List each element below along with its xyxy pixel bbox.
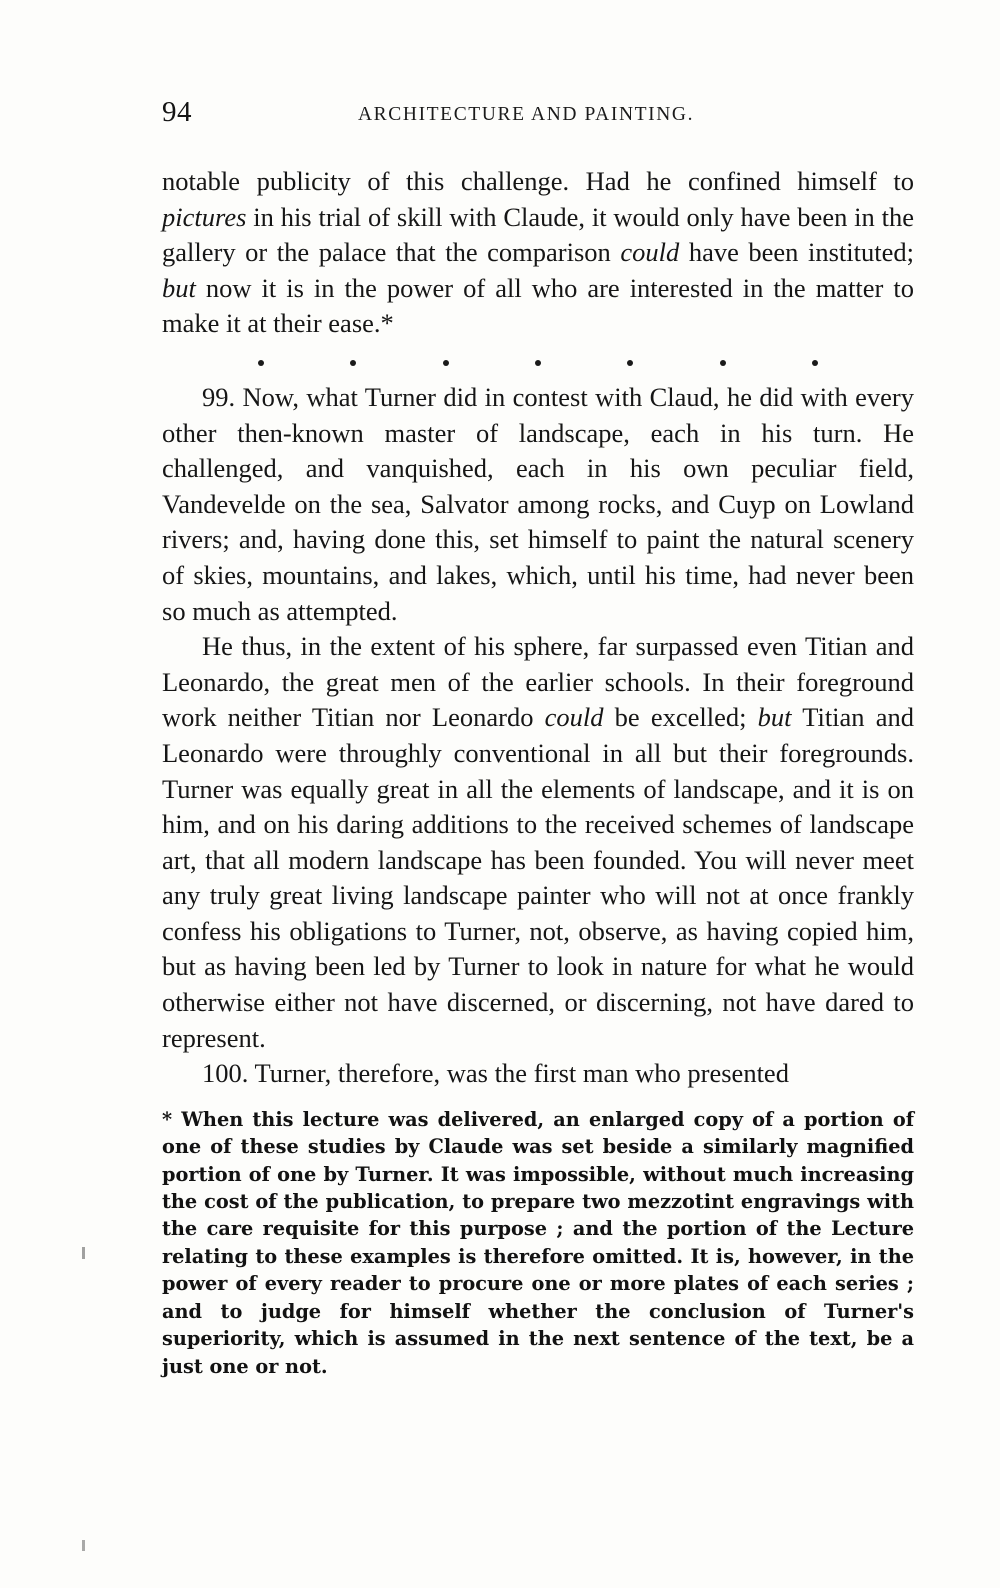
page-content <box>162 96 914 1380</box>
break-dot <box>258 360 264 366</box>
footnote <box>162 1106 914 1380</box>
paragraph-1: notable publicity of this challenge. Had he confined himself to pictures in his trial of skill with Claude, it would only have been in the gallery or the palace that the comparison could have been instituted; but now it is in the power of all who are interested in the matter to make it at their ease.* <box>162 166 914 339</box>
running-head <box>162 96 914 142</box>
margin-speck <box>82 1540 85 1551</box>
body-text <box>162 164 914 1092</box>
break-dot <box>443 360 449 366</box>
footnote-marker: * <box>162 1107 173 1131</box>
paragraph-3: He thus, in the extent of his sphere, far surpassed even Titian and Leonardo, the great men of the earlier schools. In their foreground work neither Titian nor Leonardo could be excelled; but Titian and Leonardo were throughly conventional in all but their foregrounds. Turner was equally great in all the elements of landscape, and it is on him, and on his daring additions to the received schemes of landscape art, that all modern landscape has been founded. You will never meet any truly great living landscape painter who will not at once frankly confess his obligations to Turner, not, observe, as having copied him, but as having been led by Turner to look in nature for what he would otherwise either not have discerned, or discerning, not have dared to represent. <box>162 631 914 1053</box>
paragraph-99: 99. Now, what Turner did in contest with Claud, he did with every other then-known master of landscape, each in his turn. He challenged, and vanquished, each in his own peculiar field, Vandevelde on the sea, Salvator among rocks, and Cuyp on Lowland rivers; and, having done this, set himself to paint the natural scenery of skies, mountains, and lakes, which, until his time, had never been so much as attempted. <box>162 381 914 626</box>
footnote-text: When this lecture was delivered, an enlarged copy of a portion of one of these studies by Claude was set beside a similarly magnified portion of one by Turner. It was impossible, without much increasing the cost of the publication, to prepare two mezzotint engravings with the care requisite for this purpose ; and the portion of the Lecture relating to these examples is therefore omitted. It is, however, in the power of every reader to procure one or more plates of each series ; and to judge for himself whether the conclusion of Turner's superiority, which is assumed in the next sentence of the text, be a just one or not. <box>162 1107 914 1378</box>
break-dot <box>627 360 633 366</box>
break-dot <box>350 360 356 366</box>
paragraph-100: 100. Turner, therefore, was the first man who presented <box>202 1058 789 1089</box>
break-dot <box>535 360 541 366</box>
page-number: 94 <box>162 96 192 128</box>
margin-speck <box>82 1247 85 1259</box>
break-dot <box>720 360 726 366</box>
break-dot <box>812 360 818 366</box>
running-head-title: ARCHITECTURE AND PAINTING. <box>358 104 695 125</box>
section-break-dots <box>162 342 914 380</box>
